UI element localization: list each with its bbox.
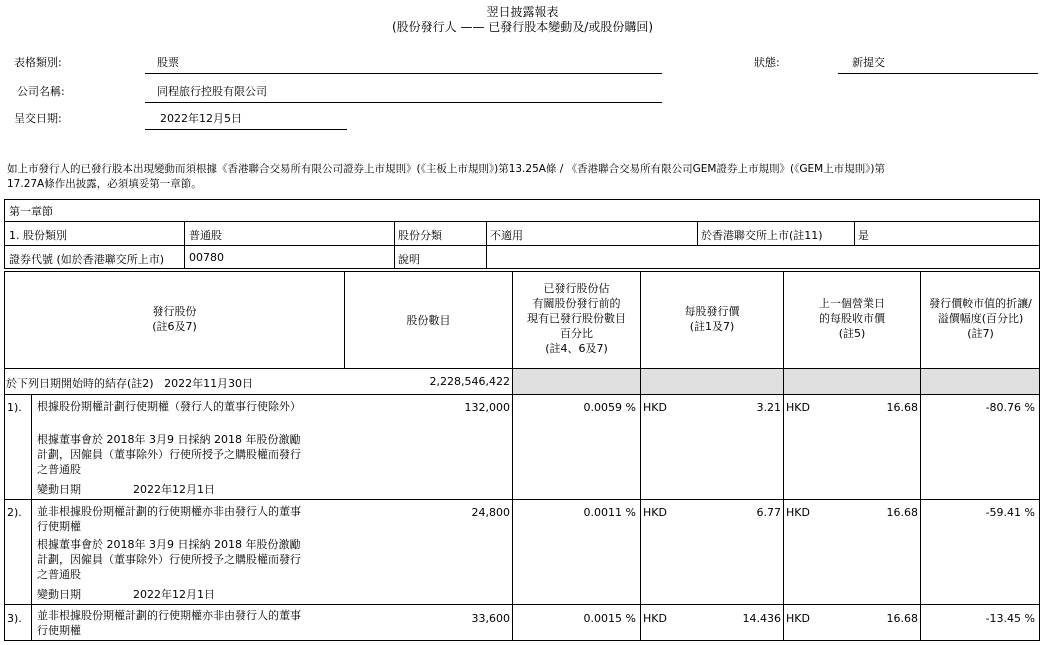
row-2-description: 根據董事會於 2018年 3月9 日採納 2018 年股份激勵計劃，因僱員（董事除外）行使所授予之購股權而發行之普通股 bbox=[37, 538, 301, 581]
row-3-currency: HKD bbox=[643, 612, 667, 625]
share-type-value: 不適用 bbox=[490, 229, 523, 242]
row-3-close-currency: HKD bbox=[786, 612, 810, 625]
stock-code-label: 證券代號 (如於香港聯交所上市) bbox=[9, 253, 165, 266]
row-2-premium: -59.41 % bbox=[985, 506, 1035, 519]
col-header-close: 上一個營業日 的每股收市價 (註5) bbox=[819, 297, 885, 340]
share-class-value: 普通股 bbox=[189, 229, 222, 242]
row-2-close-currency: HKD bbox=[786, 506, 810, 519]
intro-line-2: 17.27A條作出披露，必須填妥第一章節。 bbox=[7, 178, 202, 190]
row-3-price: 14.436 bbox=[742, 612, 781, 625]
opening-balance-label: 於下列日期開始時的結存(註2) 2022年11月30日 bbox=[6, 377, 254, 390]
row-1-date-value: 2022年12月1日 bbox=[133, 483, 215, 496]
date-underline bbox=[145, 129, 347, 130]
opening-balance-value: 2,228,546,422 bbox=[429, 375, 510, 388]
row-2-currency: HKD bbox=[643, 506, 667, 519]
row-1-close: 16.68 bbox=[886, 401, 918, 414]
row-1-date-label: 變動日期 bbox=[37, 483, 81, 496]
company-underline bbox=[145, 102, 662, 103]
stock-code-value: 00780 bbox=[189, 251, 224, 264]
company-value: 同程旅行控股有限公司 bbox=[157, 85, 267, 98]
row-2-date-label: 變動日期 bbox=[37, 588, 81, 601]
row-3-number: 3). bbox=[7, 612, 22, 625]
row-2-price: 6.77 bbox=[756, 506, 781, 519]
col-header-premium: 發行價較市值的折讓/ 溢價幅度(百分比) (註7) bbox=[929, 297, 1032, 340]
description-label: 說明 bbox=[398, 253, 420, 266]
row-3-title: 並非根據股份期權計劃的行使期權亦非由發行人的董事行使期權 bbox=[37, 609, 301, 637]
form-type-underline bbox=[145, 73, 662, 74]
listed-value: 是 bbox=[858, 229, 869, 242]
report-subtitle: (股份發行人 —— 已發行股本變動及/或股份購回) bbox=[391, 20, 654, 34]
row-2-date-value: 2022年12月1日 bbox=[133, 588, 215, 601]
listed-label: 於香港聯交所上市(註11) bbox=[701, 229, 823, 242]
row-1-description: 根據董事會於 2018年 3月9 日採納 2018 年股份激勵計劃，因僱員（董事除外）行使所授予之購股權而發行之普通股 bbox=[37, 433, 301, 476]
row-2-title: 並非根據股份期權計劃的行使期權亦非由發行人的董事行使期權 bbox=[37, 505, 301, 533]
row-3-close: 16.68 bbox=[886, 612, 918, 625]
row-1-title: 根據股份期權計劃行使期權（發行人的董事行使除外） bbox=[37, 400, 301, 413]
row-1-price: 3.21 bbox=[756, 401, 781, 414]
share-type-label: 股份分類 bbox=[398, 229, 442, 242]
row-2-number: 2). bbox=[7, 506, 22, 519]
company-label: 公司名稱: bbox=[17, 85, 65, 98]
status-value: 新提交 bbox=[852, 56, 885, 69]
status-underline bbox=[838, 73, 1038, 74]
row-1-pct: 0.0059 % bbox=[583, 401, 636, 414]
row-1-currency: HKD bbox=[643, 401, 667, 414]
row-1-number: 1). bbox=[7, 401, 22, 414]
row-2-pct: 0.0011 % bbox=[583, 506, 636, 519]
row-2-close: 16.68 bbox=[886, 506, 918, 519]
row-2-shares: 24,800 bbox=[471, 506, 510, 519]
row-1-close-currency: HKD bbox=[786, 401, 810, 414]
row-3-premium: -13.45 % bbox=[985, 612, 1035, 625]
report-title: 翌日披露報表 bbox=[486, 5, 559, 19]
col-header-count: 股份數目 bbox=[406, 314, 451, 327]
date-value: 2022年12月5日 bbox=[160, 112, 242, 125]
row-3-shares: 33,600 bbox=[471, 612, 510, 625]
form-type-value: 股票 bbox=[157, 56, 179, 69]
col-header-issued: 發行股份 (註6及7) bbox=[152, 305, 197, 333]
share-class-label: 1. 股份類別 bbox=[9, 229, 67, 242]
col-header-price: 每股發行價 (註1及7) bbox=[684, 305, 740, 333]
row-1-shares: 132,000 bbox=[464, 401, 510, 414]
status-label: 狀態: bbox=[754, 56, 780, 69]
intro-line-1: 如上市發行人的已發行股本出現變動而須根據《香港聯合交易所有限公司證券上市規則》(《主板上市規則》)第13.25A條 / 《香港聯合交易所有限公司GEM證券上市規則》(《GEM上市規則》)第 bbox=[7, 163, 885, 175]
section-title: 第一章節 bbox=[9, 205, 53, 218]
date-label: 呈交日期: bbox=[14, 112, 62, 125]
row-3-pct: 0.0015 % bbox=[583, 612, 636, 625]
form-type-label: 表格類別: bbox=[14, 56, 62, 69]
row-1-premium: -80.76 % bbox=[985, 401, 1035, 414]
col-header-pct: 已發行股份佔 有關股份發行前的 現有已發行股份數目 百分比 (註4、6及7) bbox=[527, 282, 626, 355]
